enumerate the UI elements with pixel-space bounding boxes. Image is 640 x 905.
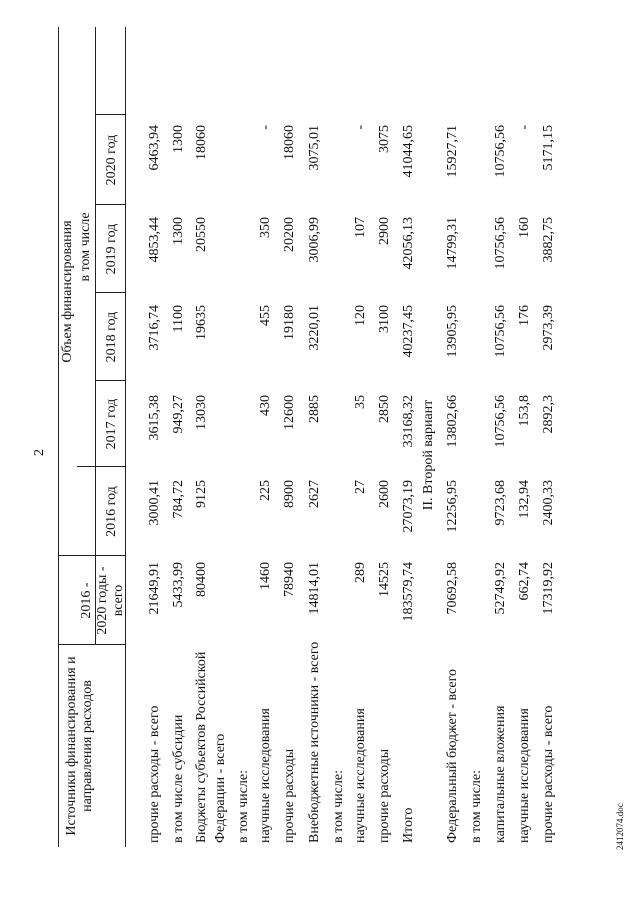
page-number: 2 [32,449,47,456]
row-value: 78940 [282,562,297,597]
row-value: 430 [258,395,273,416]
row-value: 107 [353,217,368,238]
row-value: 8900 [282,480,297,508]
row-value: 455 [258,305,273,326]
header-sources: Источники финансирования и [64,656,79,836]
row-value: 42056,13 [401,217,416,270]
row-value: 35 [353,395,368,409]
row-value: 17319,92 [541,562,556,615]
row-value: 3220,01 [307,305,322,351]
row-value: 15927,71 [445,125,460,178]
row-value: 2400,33 [541,480,556,526]
row-label: Внебюджетные источники - всего [307,641,322,843]
row-value: 18060 [282,125,297,160]
row-value: 18060 [194,125,209,160]
row-label: в том числе субсидии [171,714,186,843]
row-value: 1100 [171,305,186,333]
row-value: 14799,31 [445,217,460,270]
row-value: 176 [517,305,532,326]
row-value: 2900 [377,217,392,245]
row-label: в том числе: [236,770,251,843]
row-label: Федеральный бюджет - всего [445,668,460,843]
row-value: 949,27 [171,395,186,434]
row-value: 3716,74 [147,305,162,351]
row-value: 20550 [194,217,209,252]
row-label: Бюджеты субъектов Российской [194,651,209,843]
header-year: 2016 год [104,486,119,537]
row-value: 10756,56 [493,125,508,178]
header-total-period: 2016 - [79,582,94,619]
row-value: 12600 [282,395,297,430]
row-value: 14814,01 [307,562,322,615]
row-value: 10756,56 [493,217,508,270]
row-value: 9125 [194,480,209,508]
row-label: Итого [401,807,416,843]
row-value: 10756,56 [493,395,508,448]
row-value: 289 [353,562,368,583]
row-label: прочие расходы [282,748,297,843]
row-value: 41044,65 [401,125,416,178]
header-including: в том числе [78,212,93,282]
header-sources: направления расходов [80,680,95,812]
row-value: 5171,15 [541,125,556,171]
row-value: 183579,74 [401,562,416,622]
row-value: 132,94 [517,480,532,519]
row-value: 160 [517,217,532,238]
row-value: 33168,32 [401,395,416,448]
row-value: 4853,44 [147,217,162,263]
row-value: 3100 [377,305,392,333]
row-value: 10756,56 [493,305,508,358]
row-value: 3075 [377,125,392,153]
row-value: 27 [353,480,368,494]
row-value: 52749,92 [493,562,508,615]
row-value: 662,74 [517,562,532,601]
header-year: 2020 год [104,134,119,186]
row-value: 2600 [377,480,392,508]
row-value: 2850 [377,395,392,423]
row-value: 20200 [282,217,297,252]
row-value: - [517,125,532,130]
row-label: прочие расходы [377,748,392,843]
rule [58,27,59,847]
file-name: 2412074.doc [615,803,625,850]
row-label: прочие расходы - всего [541,705,556,843]
row-value: 1460 [258,562,273,590]
row-value: 225 [258,480,273,501]
row-value: 19180 [282,305,297,340]
row-value: 9723,68 [493,480,508,526]
header-total-period: всего [111,584,126,617]
row-value: 2973,39 [541,305,556,351]
row-value: 3006,99 [307,217,322,263]
row-value: 3882,75 [541,217,556,263]
row-value: 1300 [171,125,186,153]
header-year: 2018 год [104,311,119,363]
section-title: II. Второй вариант [421,399,436,511]
header-year: 2017 год [104,398,119,450]
row-value: 13802,66 [445,395,460,448]
rule [125,27,126,847]
row-value: 70692,58 [445,562,460,615]
row-value: - [258,125,273,130]
row-value: 12256,95 [445,480,460,533]
row-value: 40237,45 [401,305,416,358]
rule [95,27,96,645]
row-value: 14525 [377,562,392,597]
row-label: научные исследования [353,708,368,843]
row-value: 5433,99 [171,562,186,608]
row-value: 784,72 [171,480,186,519]
row-value: 3075,01 [307,125,322,171]
row-label: в том числе: [331,770,346,843]
row-value: 3000,41 [147,480,162,526]
row-value: 2627 [307,480,322,508]
header-total-period: 2020 годы - [95,566,110,635]
row-value: 19635 [194,305,209,340]
row-value: 3615,38 [147,395,162,441]
row-value: 350 [258,217,273,238]
row-value: 120 [353,305,368,326]
row-value: 2892,3 [541,395,556,434]
row-value: 13030 [194,395,209,430]
row-value: 2885 [307,395,322,423]
row-value: 6463,94 [147,125,162,171]
header-funding-volume: Объем финансирования [60,220,75,363]
row-label: прочие расходы - всего [147,705,162,843]
row-label-cont: Федерации - всего [213,733,228,843]
header-year: 2019 год [104,223,119,275]
row-value: 21649,91 [147,562,162,615]
row-value: 153,8 [517,395,532,427]
row-label: капитальные вложения [493,705,508,843]
row-value: - [353,125,368,130]
row-label: научные исследования [258,708,273,843]
row-value: 1300 [171,217,186,245]
row-value: 27073,19 [401,480,416,533]
row-label: в том числе: [469,770,484,843]
row-value: 80400 [194,562,209,597]
row-value: 13905,95 [445,305,460,358]
row-label: научные исследования [517,708,532,843]
